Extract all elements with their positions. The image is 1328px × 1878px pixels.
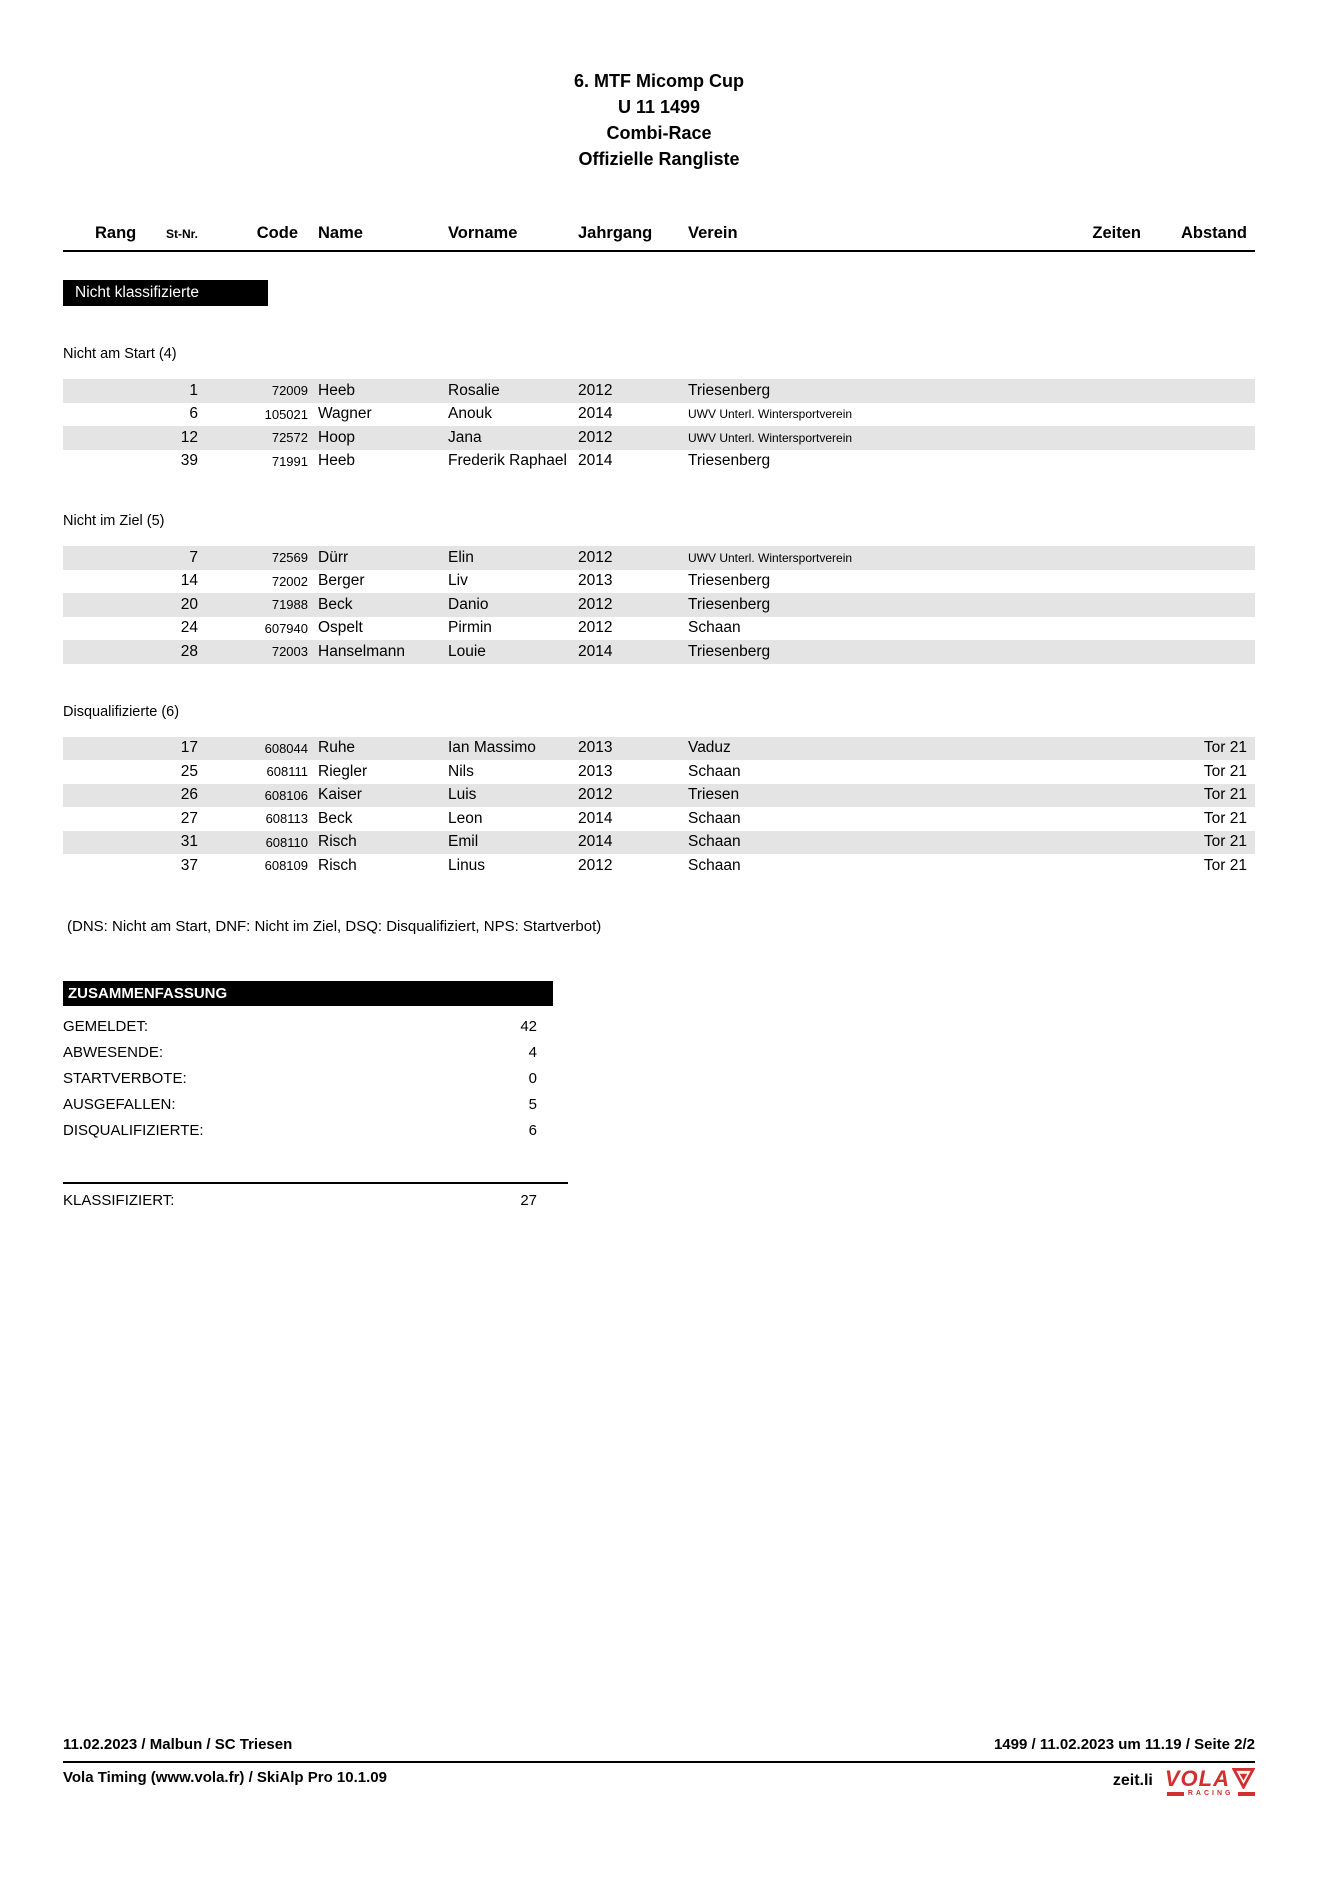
cell-vorname: Danio [448, 595, 489, 613]
cell-stnr: 7 [189, 548, 198, 566]
list-title: Offizielle Rangliste [578, 149, 740, 169]
summary-row [63, 1040, 537, 1066]
cell-verein: Vaduz [688, 739, 731, 757]
cell-vorname: Elin [448, 548, 474, 566]
vola-racing-label: RACING [1187, 1790, 1234, 1797]
not-classified-badge: Nicht klassifizierte [63, 280, 268, 306]
footer-bottom-row [63, 1766, 1255, 1797]
cell-stnr: 12 [180, 428, 198, 446]
cell-jahrgang: 2012 [578, 595, 613, 613]
cell-verein: UWV Unterl. Wintersportverein [688, 407, 853, 422]
event-title: 6. MTF Micomp Cup [574, 71, 744, 91]
cell-code: 608113 [265, 811, 308, 827]
header-rang: Rang [95, 224, 137, 242]
cell-code: 72569 [271, 550, 308, 566]
cell-stnr: 6 [189, 405, 198, 423]
cell-stnr: 26 [180, 786, 198, 804]
cell-abstand: Tor 21 [1203, 809, 1247, 827]
summary-row [63, 1014, 537, 1040]
cell-vorname: Anouk [448, 405, 492, 423]
cell-verein: UWV Unterl. Wintersportverein [688, 550, 853, 565]
table-row [63, 570, 1255, 594]
cell-jahrgang: 2012 [578, 856, 613, 874]
cell-vorname: Luis [448, 786, 477, 804]
cell-name: Riegler [318, 762, 368, 780]
table-header-row [63, 224, 1255, 252]
cell-jahrgang: 2013 [578, 739, 613, 757]
footer-divider [63, 1761, 1255, 1763]
summary-header: ZUSAMMENFASSUNG [63, 981, 553, 1006]
cell-verein: Schaan [688, 809, 741, 827]
table-row [63, 807, 1255, 831]
cell-verein: Schaan [688, 856, 741, 874]
footer-page-info: 1499 / 11.02.2023 um 11.19 / Seite 2/2 [993, 1736, 1255, 1753]
cell-stnr: 14 [180, 572, 198, 590]
cell-code: 72003 [271, 644, 308, 660]
table-row [63, 760, 1255, 784]
title-block [63, 68, 1255, 172]
cell-code: 72002 [271, 573, 308, 589]
header-name: Name [318, 224, 363, 242]
cell-name: Berger [318, 572, 365, 590]
cell-verein: Triesenberg [688, 452, 771, 470]
cell-name: Beck [318, 595, 353, 613]
cell-name: Ospelt [318, 619, 363, 637]
table-row [63, 784, 1255, 808]
cell-code: 71988 [271, 597, 308, 613]
summary-row [63, 1092, 537, 1118]
cell-verein: Triesenberg [688, 381, 771, 399]
section-rows [63, 737, 1255, 878]
cell-jahrgang: 2012 [578, 381, 613, 399]
cell-jahrgang: 2014 [578, 452, 613, 470]
cell-jahrgang: 2012 [578, 786, 613, 804]
cell-jahrgang: 2013 [578, 762, 613, 780]
cell-name: Heeb [318, 452, 356, 470]
cell-stnr: 25 [180, 762, 198, 780]
cell-code: 607940 [264, 620, 308, 636]
table-row [63, 426, 1255, 450]
cell-code: 608110 [265, 834, 308, 850]
vola-racing-logo [1164, 1766, 1255, 1797]
result-section [63, 346, 1255, 473]
vola-sub-bar-left [1167, 1792, 1184, 1796]
summary-label: STARTVERBOTE: [63, 1069, 187, 1087]
cell-code: 71991 [271, 453, 308, 469]
abbreviation-note: (DNS: Nicht am Start, DNF: Nicht im Ziel, DSQ: Disqualifiziert, NPS: Startverbot) [67, 917, 602, 935]
zeitli-label: zeit.li [1112, 1772, 1153, 1789]
cell-name: Hoop [318, 428, 356, 446]
summary-row [63, 1066, 537, 1092]
cell-abstand: Tor 21 [1203, 786, 1247, 804]
cell-code: 105021 [264, 406, 308, 422]
summary-total-value: 27 [520, 1191, 537, 1209]
cell-stnr: 1 [189, 381, 198, 399]
header-zeiten: Zeiten [1092, 224, 1141, 242]
cell-verein: UWV Unterl. Wintersportverein [688, 430, 853, 445]
cell-vorname: Leon [448, 809, 483, 827]
cell-abstand: Tor 21 [1203, 762, 1247, 780]
cell-abstand: Tor 21 [1203, 856, 1247, 874]
cell-vorname: Frederik Raphael [448, 452, 567, 470]
cell-stnr: 24 [180, 619, 198, 637]
header-vorname: Vorname [448, 224, 518, 242]
cell-code: 608044 [264, 740, 308, 756]
page-footer [63, 1736, 1255, 1797]
footer-branding [1112, 1766, 1255, 1797]
summary-label: AUSGEFALLEN: [63, 1095, 176, 1113]
cell-jahrgang: 2012 [578, 428, 613, 446]
table-row [63, 617, 1255, 641]
cell-abstand: Tor 21 [1203, 739, 1247, 757]
cell-code: 608109 [264, 858, 308, 874]
section-rows [63, 546, 1255, 664]
cell-stnr: 31 [180, 833, 198, 851]
vola-logo-top [1164, 1766, 1255, 1791]
footer-software-info: Vola Timing (www.vola.fr) / SkiAlp Pro 10.1.09 [63, 1769, 387, 1786]
cell-code: 72009 [271, 383, 308, 399]
table-row [63, 450, 1255, 474]
cell-abstand: Tor 21 [1203, 833, 1247, 851]
footer-top-row [63, 1736, 1255, 1753]
cell-stnr: 39 [180, 452, 198, 470]
summary-value: 6 [528, 1121, 537, 1139]
header-jahrgang: Jahrgang [578, 224, 653, 242]
cell-jahrgang: 2013 [578, 572, 613, 590]
summary-total-label: KLASSIFIZIERT: [63, 1191, 175, 1209]
cell-name: Beck [318, 809, 353, 827]
summary-label: ABWESENDE: [63, 1043, 164, 1061]
vola-logo-text: VOLA [1164, 1766, 1230, 1791]
footer-event-info: 11.02.2023 / Malbun / SC Triesen [63, 1736, 293, 1753]
cell-stnr: 28 [180, 642, 198, 660]
result-section [63, 513, 1255, 664]
section-label: Nicht am Start (4) [63, 346, 177, 362]
header-stnr: St-Nr. [165, 227, 198, 241]
cell-jahrgang: 2014 [578, 809, 613, 827]
table-row [63, 593, 1255, 617]
cell-vorname: Ian Massimo [448, 739, 536, 757]
summary-value: 4 [528, 1043, 537, 1061]
section-rows [63, 379, 1255, 473]
race-type-title: Combi-Race [606, 123, 712, 143]
cell-stnr: 20 [180, 595, 198, 613]
cell-code: 608106 [264, 787, 308, 803]
table-row [63, 640, 1255, 664]
cell-vorname: Liv [448, 572, 468, 590]
header-abstand: Abstand [1181, 224, 1247, 242]
cell-jahrgang: 2012 [578, 548, 613, 566]
cell-vorname: Rosalie [448, 381, 500, 399]
cell-name: Risch [318, 833, 357, 851]
cell-name: Dürr [318, 548, 349, 566]
summary-total-row [63, 1188, 537, 1214]
cell-stnr: 17 [180, 739, 198, 757]
cell-vorname: Jana [448, 428, 482, 446]
summary-rows [63, 1014, 1328, 1144]
summary-value: 0 [528, 1069, 537, 1087]
table-row [63, 854, 1255, 878]
cell-name: Hanselmann [318, 642, 406, 660]
header-verein: Verein [688, 224, 738, 242]
sections [0, 346, 1328, 878]
cell-verein: Triesenberg [688, 642, 771, 660]
summary-label: GEMELDET: [63, 1017, 149, 1035]
summary-row [63, 1118, 537, 1144]
table-row [63, 379, 1255, 403]
vola-sub-bar-right [1238, 1792, 1255, 1796]
vola-flag-icon [1232, 1768, 1255, 1789]
cell-code: 72572 [271, 430, 308, 446]
category-title: U 11 1499 [617, 97, 701, 117]
cell-vorname: Pirmin [448, 619, 492, 637]
cell-vorname: Linus [448, 856, 486, 874]
cell-code: 608111 [266, 764, 308, 780]
cell-verein: Schaan [688, 762, 741, 780]
cell-verein: Triesenberg [688, 572, 771, 590]
summary-label: DISQUALIFIZIERTE: [63, 1121, 204, 1139]
section-label: Nicht im Ziel (5) [63, 513, 165, 529]
table-row [63, 546, 1255, 570]
cell-verein: Schaan [688, 833, 741, 851]
header-code: Code [256, 224, 298, 242]
cell-name: Wagner [318, 405, 372, 423]
summary-block [63, 981, 1328, 1214]
cell-stnr: 37 [180, 856, 198, 874]
cell-verein: Triesenberg [688, 595, 771, 613]
summary-value: 42 [520, 1017, 537, 1035]
header-rang-stnr-group [63, 224, 198, 243]
cell-verein: Triesen [688, 786, 740, 804]
cell-vorname: Emil [448, 833, 479, 851]
result-section [63, 704, 1255, 878]
cell-name: Heeb [318, 381, 356, 399]
cell-name: Risch [318, 856, 357, 874]
cell-jahrgang: 2014 [578, 405, 613, 423]
table-row [63, 831, 1255, 855]
cell-jahrgang: 2014 [578, 833, 613, 851]
vola-logo-sub [1167, 1790, 1255, 1797]
cell-vorname: Louie [448, 642, 486, 660]
cell-jahrgang: 2012 [578, 619, 613, 637]
cell-verein: Schaan [688, 619, 741, 637]
cell-name: Ruhe [318, 739, 356, 757]
table-row [63, 403, 1255, 427]
table-row [63, 737, 1255, 761]
cell-jahrgang: 2014 [578, 642, 613, 660]
cell-stnr: 27 [180, 809, 198, 827]
summary-divider [63, 1182, 568, 1184]
cell-name: Kaiser [318, 786, 362, 804]
section-label: Disqualifizierte (6) [63, 703, 180, 720]
summary-value: 5 [528, 1095, 537, 1113]
cell-vorname: Nils [448, 762, 474, 780]
